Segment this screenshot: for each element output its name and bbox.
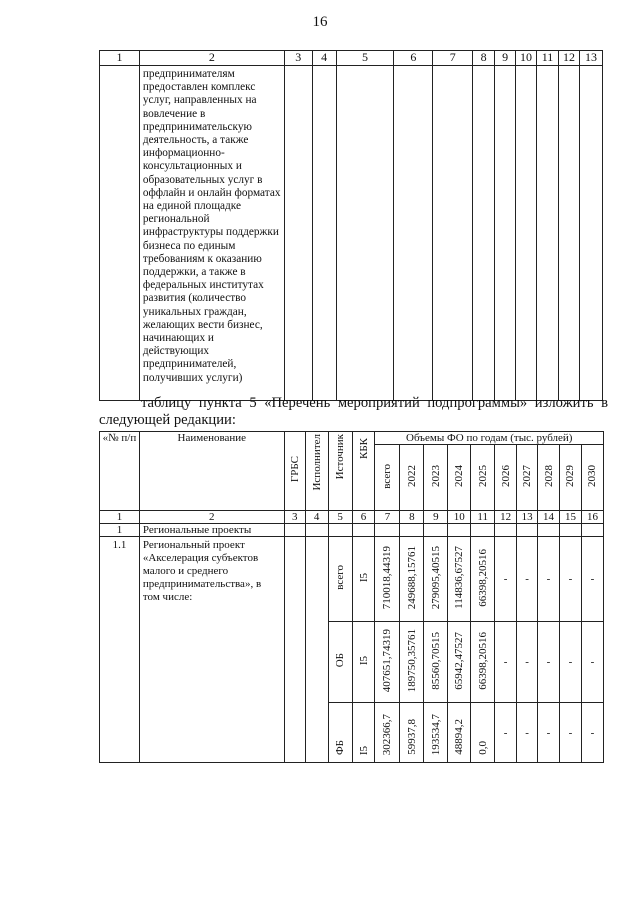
year-value: - [495,537,517,622]
total-cell: 407651,74319 [381,628,394,693]
table-row [100,537,604,622]
kbk-cell: I5 [357,572,370,583]
header-row [100,51,603,66]
total-cell: 302366,7 [381,713,394,755]
year-value: - [495,703,517,763]
section-row [100,524,604,537]
col-number: 12 [495,511,517,524]
header-total: всего [381,463,394,489]
year-value: 0,0 [476,741,489,755]
col-number: 3 [284,511,305,524]
year-value: 85560,70515 [429,631,442,690]
project-number: 1.1 [100,537,140,763]
header-kbk: КБК [357,438,370,459]
col-number: 15 [559,511,581,524]
header-year: 2029 [564,465,577,487]
year-value: - [517,703,538,763]
col-number: 8 [400,511,424,524]
intro-line: следующей редакции: [99,412,236,428]
col-number: 13 [579,51,602,66]
year-value: 249688,15761 [405,545,418,610]
page-number: 16 [312,14,328,30]
col-number: 2 [139,51,284,66]
year-value: - [538,703,560,763]
year-value: - [559,622,581,703]
year-value: 114836,67527 [453,546,466,609]
intro-line: таблицу пункта 5 «Перечень мероприятий подпрограммы» изложить в [141,395,608,411]
header-year: 2027 [521,465,534,487]
year-value: - [517,622,538,703]
col-number: 3 [284,51,312,66]
year-value: 193534,7 [429,713,442,755]
col-number: 9 [424,511,448,524]
year-value: - [581,622,603,703]
col-number: 13 [517,511,538,524]
col-number: 4 [312,51,336,66]
total-cell: 710018,44319 [381,545,394,610]
table-row [100,66,603,401]
col-number: 6 [394,51,433,66]
intro-paragraph [99,395,608,429]
year-value: 66398,20516 [476,631,489,690]
project-name: Региональный проект «Акселерация субъектов малого и среднего предпринимательства», в том числе: [139,537,284,763]
col-number: 5 [328,511,352,524]
kbk-cell: I5 [357,655,370,666]
year-value: 65942,47527 [453,631,466,690]
header-year: 2028 [542,465,555,487]
year-value: - [517,537,538,622]
year-value: 48894,2 [453,719,466,755]
col-number: 2 [139,511,284,524]
year-value: - [581,703,603,763]
year-value: - [495,622,517,703]
year-value: - [538,537,560,622]
header-year: 2025 [476,465,489,487]
year-value: - [538,622,560,703]
col-number: 16 [581,511,603,524]
header-volumes: Объемы ФО по годам (тыс. рублей) [375,432,604,445]
col-number: 10 [516,51,537,66]
source-cell: всего [334,565,347,590]
header-executor: Исполнител [310,434,323,491]
year-value: - [581,537,603,622]
col-number: 7 [375,511,400,524]
year-value: 66398,20516 [476,548,489,607]
col-number: 5 [336,51,394,66]
col-number: 8 [473,51,495,66]
header-name: Наименование [139,432,284,511]
continuation-table [99,50,603,401]
col-number: 11 [471,511,495,524]
header-year: 2023 [429,465,442,487]
year-value: - [559,537,581,622]
header-year: 2030 [586,465,599,487]
col-number: 9 [495,51,516,66]
col-number: 6 [352,511,375,524]
year-value: 189750,35761 [405,628,418,693]
col-number: 7 [433,51,473,66]
header-source: Источник [334,434,347,480]
header-year: 2024 [453,465,466,487]
indicator-text: предпринимателям предоставлен комплекс услуг, направленных на вовлечение в предпринимательскую деятельность, а также информационно-консультационных и образовательных услуг в оффлайн и онлайн форматах на единой площадке региональной инфраструктуры поддержки бизнеса по единым требованиям к оказанию поддержки, а также в федеральных институтах развития (количество уникальных граждан, желающих вести бизнес, начинающих и действующих предпринимателей, получивших услуги) [139,66,284,401]
year-value: 59937,8 [405,719,418,755]
source-cell: ФБ [334,739,347,755]
col-number: 11 [537,51,559,66]
header-year: 2026 [499,465,512,487]
column-numbers-row [100,511,604,524]
col-number: 12 [558,51,579,66]
col-number: 14 [538,511,560,524]
year-value: - [559,703,581,763]
col-number: 4 [305,511,328,524]
year-value: 279095,40515 [429,545,442,610]
measures-table [99,431,604,763]
col-number: 1 [100,51,140,66]
header-number: «№ п/п [100,432,140,511]
section-name: Региональные проекты [139,524,284,537]
header-year: 2022 [405,465,418,487]
col-number: 10 [448,511,471,524]
section-number: 1 [100,524,140,537]
kbk-cell: I5 [357,745,370,755]
header-grbs: ГРБС [288,456,301,483]
col-number: 1 [100,511,140,524]
source-cell: ОБ [334,653,347,668]
